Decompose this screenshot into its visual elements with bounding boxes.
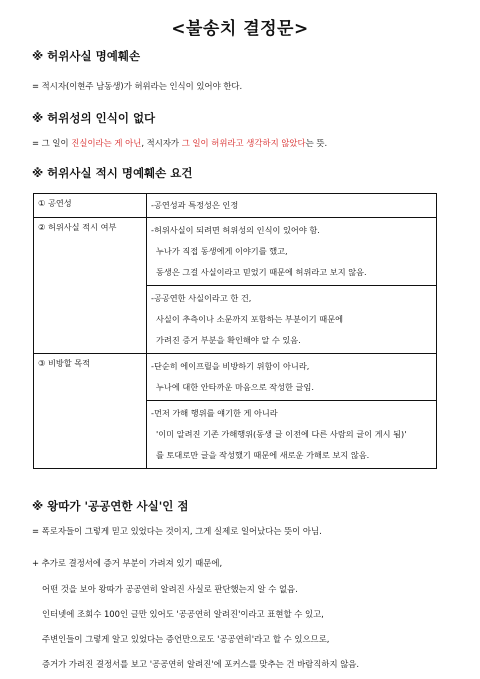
row-line: 가려진 증거 부분을 확인해야 알 수 있음. [156,335,301,345]
row-content [147,194,437,218]
row-line: -공연성과 특정성은 인정 [151,200,239,210]
row-content [147,354,437,401]
section4-text-4: 인터넷에 조회수 100인 글만 있어도 '공공연히 알려진'이라고 표현할 수 있고, [42,609,324,619]
row-label: ② 허위사실 적시 여부 [34,218,147,354]
section2-text-b: , 적시자가 [141,138,182,148]
row-line: 누나에 대한 안타까운 마음으로 작성한 글임. [156,382,314,392]
row-label: ① 공연성 [34,194,147,218]
section2-text-a: = 그 일이 [32,138,72,148]
section1-text: = 적시자(이현주 남동생)가 허위라는 인식이 있어야 한다. [32,81,243,91]
table-row [34,194,437,218]
row-content [147,218,437,286]
row-content [147,401,437,469]
section-heading-false-fact-defamation: ※ 허위사실 명예훼손 [32,49,141,63]
section-heading-public-fact: ※ 왕따가 '공공연한 사실'인 점 [32,499,189,513]
row-content [147,286,437,354]
section4-text-1: = 폭로자들이 그렇게 믿고 있었다는 것이지, 그게 실제로 일어났다는 뜻이 아님. [32,526,322,536]
row-line: -먼저 가해 행위를 얘기한 게 아니라 [151,408,278,418]
row-label: ③ 비방할 목적 [34,354,147,469]
section-heading-no-awareness: ※ 허위성의 인식이 없다 [32,111,156,125]
row-line: 를 토대로만 글을 작성했기 때문에 새로운 가해로 보지 않음. [156,450,370,460]
row-line: 사실이 추측이나 소문까지 포함하는 부분이기 때문에 [156,314,344,324]
row-line: 동생은 그걸 사실이라고 믿었기 때문에 허위라고 보지 않음. [156,267,367,277]
requirements-table [33,193,437,469]
section4-text-2: + 추가로 결정서에 증거 부분이 가려져 있기 때문에, [32,558,223,568]
section4-text-3: 어떤 것을 보아 왕따가 공공연히 알려진 사실로 판단했는지 알 수 없음. [42,584,298,594]
section2-highlight-1: 진실이라는 게 아닌 [71,138,142,148]
section2-highlight-2: 그 일이 허위라고 생각하지 않았다 [181,138,306,148]
page-title: <불송치 결정문> [171,19,309,39]
section-heading-requirements: ※ 허위사실 적시 명예훼손 요건 [32,166,193,180]
section4-text-5: 주변인들이 그렇게 알고 있었다는 증언만으로도 '공공연히'라고 할 수 있으므로, [42,634,330,644]
section2-text [32,137,327,149]
row-line: -공공연한 사실이라고 한 건, [151,293,252,303]
row-line: -허위사실이 되려면 허위성의 인식이 있어야 함. [151,225,320,235]
table-row [34,354,437,401]
section2-text-c: 는 뜻. [305,138,328,148]
row-line: '이미 알려진 기존 가해행위(동생 글 이전에 다른 사람의 글이 게시 됨)' [156,429,407,439]
row-line: -단순히 에이프릴을 비방하기 위함이 아니라, [151,361,310,371]
row-line: 누나가 직접 동생에게 이야기를 했고, [156,246,288,256]
section4-text-6: 증거가 가려진 결정서를 보고 '공공연히 알려진'에 포커스를 맞추는 건 바람직하지 않음. [42,659,360,669]
table-row [34,218,437,286]
